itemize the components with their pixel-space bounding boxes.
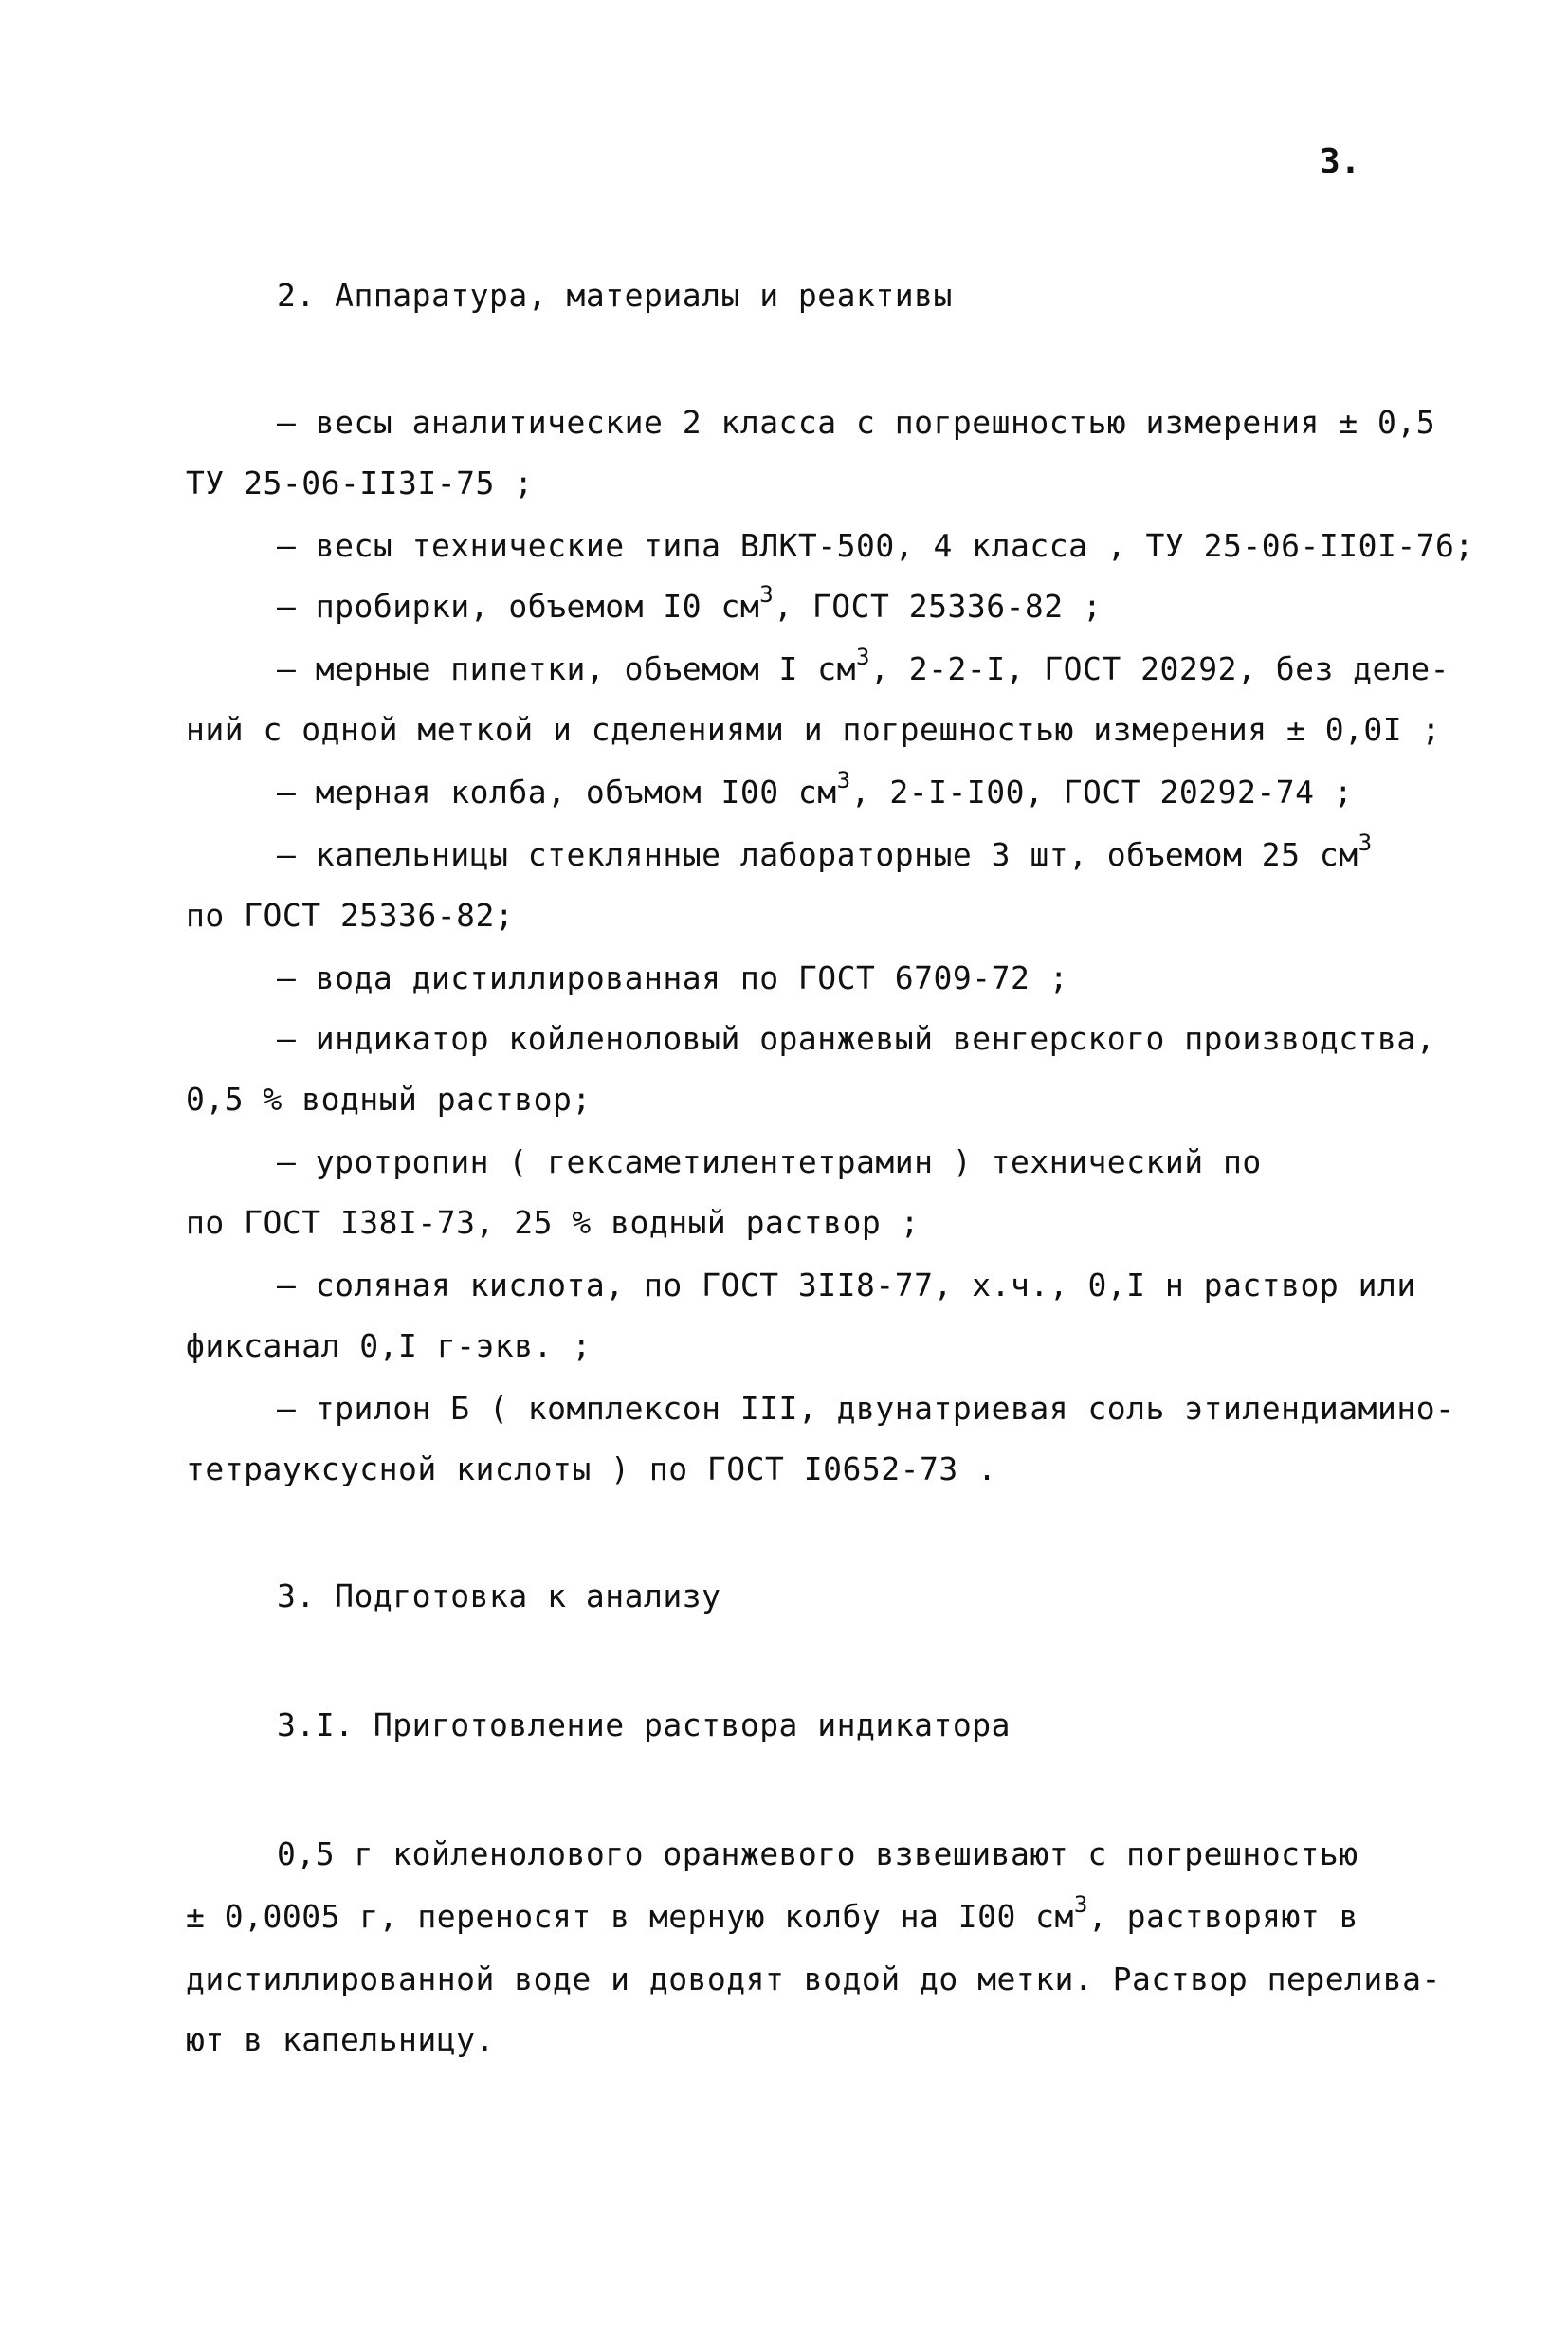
- item-hydrochloric-acid-cont: фиксанал 0,I г-экв. ;: [186, 1327, 592, 1364]
- item-droppers-cont: по ГОСТ 25336-82;: [186, 897, 515, 934]
- item-scales-analytical: – весы аналитические 2 класса с погрешностью измерения ± 0,5: [277, 404, 1436, 441]
- item-droppers: – капельницы стеклянные лабораторные 3 шт, объемом 25 $см^3$: [277, 830, 1373, 873]
- item-distilled-water: – вода дистиллированная по ГОСТ 6709-72 ;: [277, 959, 1069, 996]
- item-trilon-b-cont: тетрауксусной кислоты ) по ГОСТ I0652-73 .: [186, 1450, 997, 1487]
- section-3-heading: 3. Подготовка к анализу: [277, 1577, 721, 1614]
- paragraph-line-2: ± 0,0005 г, переносят в мерную колбу на I00 $см^3$, растворяют в: [186, 1891, 1359, 1935]
- subsection-3-1-heading: 3.I. Приготовление раствора индикатора: [277, 1706, 1011, 1743]
- item-indicator-cont: 0,5 % водный раствор;: [186, 1081, 592, 1118]
- item-urotropin-cont: по ГОСТ I38I-73, 25 % водный раствор ;: [186, 1204, 920, 1241]
- paragraph-line-4: ют в капельницу.: [186, 2021, 495, 2058]
- item-scales-analytical-cont: ТУ 25-06-II3I-75 ;: [186, 465, 534, 501]
- item-test-tubes: – пробирки, объемом I0 $см^3$, ГОСТ 25336-82 ;: [277, 581, 1103, 625]
- item-pipettes-cont: ний с одной меткой и сделениями и погрешностью измерения ± 0,0I ;: [186, 711, 1441, 748]
- item-pipettes: – мерные пипетки, объемом I $см^3$, 2-2-I, ГОСТ 20292, без деле-: [277, 644, 1450, 687]
- paragraph-line-3: дистиллированной воде и доводят водой до метки. Раствор переливa-: [186, 1960, 1441, 1997]
- section-2-heading: 2. Аппаратура, материалы и реактивы: [277, 277, 953, 314]
- page-number: 3.: [1320, 142, 1361, 181]
- paragraph-line-1: 0,5 г койленолового оранжевого взвешивают с погрешностью: [277, 1835, 1358, 1872]
- item-indicator: – индикатор койленоловый оранжевый венгерского производства,: [277, 1020, 1436, 1057]
- item-scales-technical: – весы технические типа ВЛКТ-500, 4 класса , ТУ 25-06-II0I-76;: [277, 527, 1474, 564]
- item-volumetric-flask: – мерная колба, объмом I00 $см^3$, 2-I-I00, ГОСТ 20292-74 ;: [277, 767, 1354, 811]
- item-hydrochloric-acid: – соляная кислота, по ГОСТ 3II8-77, х.ч., 0,I н раствор или: [277, 1267, 1416, 1304]
- item-urotropin: – уротропин ( гексаметилентетрамин ) технический по: [277, 1143, 1262, 1180]
- item-trilon-b: – трилон Б ( комплексон III, двунатриевая соль этилендиамино-: [277, 1390, 1455, 1427]
